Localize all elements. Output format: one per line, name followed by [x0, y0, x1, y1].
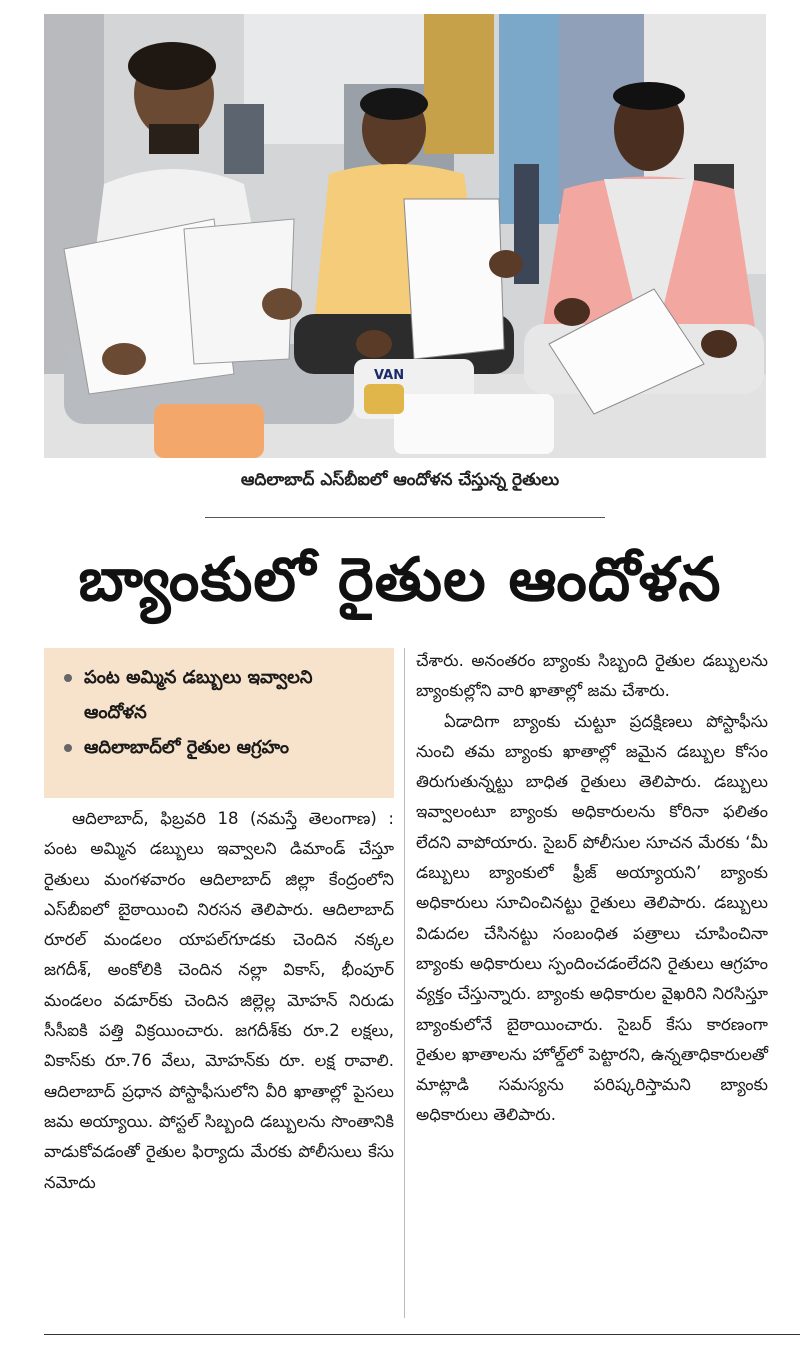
highlight-item: పంట అమ్మిన డబ్బులు ఇవ్వాలని ఆందోళన — [62, 660, 380, 730]
article-column-left — [44, 804, 394, 1198]
article-paragraph: ఏడాదిగా బ్యాంకు చుట్టూ ప్రదక్షిణలు పోస్టాఫీసు నుంచి తమ బ్యాంకు ఖాతాల్లో జమైన డబ్బుల కోసం తిరుగుతున్నట్టు బాధిత రైతులు తెలిపారు. డబ్బులు ఇవ్వాలంటూ బ్యాంకు అధికారులను కోరినా ఫలితం లేదని వాపోయారు. సైబర్ పోలీసుల సూచన మేరకు ‘మీ డబ్బులు బ్యాంకులో ఫ్రీజ్ అయ్యాయని’ బ్యాంకు అధికారులు సూచించినట్టు రైతులు తెలిపారు. డబ్బులు విడుదల చేసినట్టు సంబంధిత పత్రాలు చూపించినా బ్యాంకు అధికారులు స్పందించడంలేదని రైతులు ఆగ్రహం వ్యక్తం చేస్తున్నారు. బ్యాంకు అధికారుల వైఖరిని నిరసిస్తూ బ్యాంకులోనే బైఠాయించారు. సైబర్ కేసు కారణంగా రైతుల ఖాతాలను హోల్డ్‌లో పెట్టారని, ఉన్నతాధికారులతో మాట్లాడి సమస్యను పరిష్కరిస్తామని బ్యాంకు అధికారులు తెలిపారు. — [416, 711, 768, 1125]
news-photo — [44, 14, 766, 458]
bag-print: VAN — [374, 368, 405, 383]
headline: బ్యాంకులో రైతుల ఆందోళన — [78, 545, 722, 615]
article-column-right — [416, 646, 768, 1131]
article-paragraph: ఆదిలాబాద్, ఫిబ్రవరి 18 (నమస్తే తెలంగాణ) : పంట అమ్మిన డబ్బులు ఇవ్వాలని డిమాండ్ చేస్తూ రైతులు మంగళవారం ఆదిలాబాద్ జిల్లా కేంద్రంలోని ఎస్‌బీఐలో బైఠాయించి నిరసన తెలిపారు. ఆదిలాబాద్ రూరల్ మండలం యాపల్‌గూడకు చెందిన నక్కల జగదీశ్, అంకోలికి చెందిన నల్లా వికాస్, భీంపూర్ మండలం వడూర్‌కు చెందిన జిల్లెల్ల మోహన్ నిరుడు సీసీఐకి పత్తి విక్రయించారు. జగదీశ్‌కు రూ.2 లక్షలు, వికాస్‌కు రూ.76 వేలు, మోహన్‌కు రూ. లక్ష రావాలి. ఆదిలాబాద్ ప్రధాన పోస్టాఫీసులోని వీరి ఖాతాల్లో పైసలు జమ అయ్యాయి. పోస్టల్ సిబ్బంది డబ్బులను సొంతానికి వాడుకోవడంతో రైతుల ఫిర్యాదు మేరకు పోలీసులు కేసు నమోదు — [44, 809, 394, 1192]
highlight-item: ఆదిలాబాద్‌లో రైతుల ఆగ్రహం — [62, 730, 380, 765]
caption-divider — [205, 517, 605, 518]
highlights-box — [44, 648, 394, 798]
farmers-protest-illustration — [44, 14, 766, 458]
photo-caption: ఆదిలాబాద్ ఎస్‌బీఐలో ఆందోళన చేస్తున్న రైతులు — [240, 470, 560, 490]
article-paragraph: చేశారు. అనంతరం బ్యాంకు సిబ్బంది రైతుల డబ్బులను బ్యాంకుల్లోని వారి ఖాతాల్లో జమ చేశారు. — [416, 651, 768, 701]
bottom-divider — [44, 1334, 800, 1335]
column-divider — [404, 648, 405, 1318]
